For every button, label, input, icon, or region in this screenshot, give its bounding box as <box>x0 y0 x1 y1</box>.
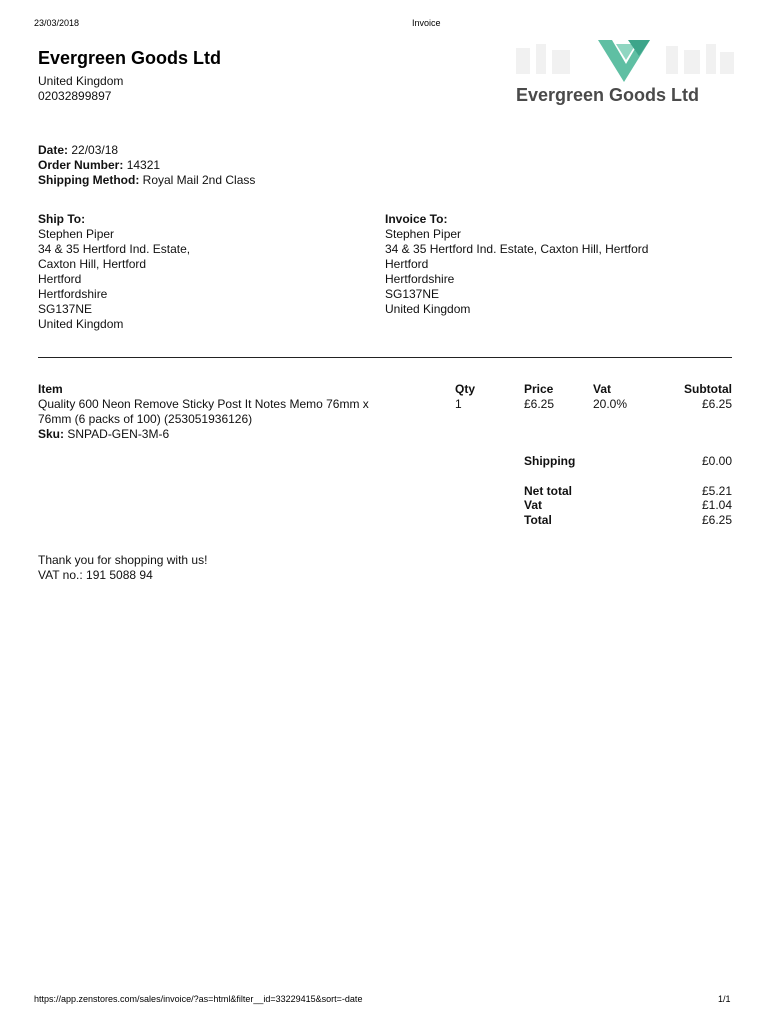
ship-to-block <box>38 212 358 332</box>
vat-number: VAT no.: 191 5088 94 <box>38 568 153 582</box>
print-page-number: 1/1 <box>718 994 731 1004</box>
ship-to-line: Stephen Piper <box>38 227 115 241</box>
col-header-qty: Qty <box>455 382 476 396</box>
section-divider <box>38 357 732 358</box>
company-name: Evergreen Goods Ltd <box>38 48 222 68</box>
shipping-method-label: Shipping Method: <box>38 173 140 187</box>
invoice-to-label: Invoice To: <box>385 212 448 226</box>
invoice-to-line: Hertfordshire <box>385 272 455 286</box>
order-date-label: Date: <box>38 143 69 157</box>
net-total-value: £5.21 <box>701 484 732 498</box>
print-url[interactable]: https://app.zenstores.com/sales/invoice/?as=html&filter__id=33229415&sort=-date <box>34 994 363 1004</box>
item-subtotal: £6.25 <box>701 397 732 411</box>
ship-to-line: Hertford <box>38 272 82 286</box>
order-number-value: 14321 <box>126 158 161 172</box>
item-sku-label: Sku: <box>38 427 65 441</box>
table-row <box>38 397 732 445</box>
net-total-label: Net total <box>524 484 572 498</box>
item-vat: 20.0% <box>593 397 628 411</box>
item-description-line: 76mm (6 packs of 100) (253051936126) <box>38 412 253 426</box>
order-number <box>38 158 160 173</box>
col-header-item: Item <box>38 382 63 396</box>
shipping-label: Shipping <box>524 454 576 468</box>
invoice-to-line: 34 & 35 Hertford Ind. Estate, Caxton Hill, Hertford <box>385 242 649 256</box>
item-sku-value: SNPAD-GEN-3M-6 <box>67 427 170 441</box>
invoice-to-line: Stephen Piper <box>385 227 462 241</box>
print-title: Invoice <box>412 18 441 28</box>
order-number-label: Order Number: <box>38 158 124 172</box>
item-sku <box>38 427 169 442</box>
thank-you-note: Thank you for shopping with us! <box>38 553 208 567</box>
vat-total-label: Vat <box>524 498 543 512</box>
item-price: £6.25 <box>524 397 555 411</box>
logo-text: Evergreen Goods Ltd <box>516 85 700 105</box>
invoice-to-line: SG137NE <box>385 287 440 301</box>
vat-total-value: £1.04 <box>701 498 732 512</box>
ship-to-line: 34 & 35 Hertford Ind. Estate, <box>38 242 191 256</box>
col-header-subtotal: Subtotal <box>684 382 732 396</box>
shipping-method-value: Royal Mail 2nd Class <box>142 173 256 187</box>
item-description-line: Quality 600 Neon Remove Sticky Post It Notes Memo 76mm x <box>38 397 369 411</box>
company-logo <box>516 38 756 118</box>
col-header-vat: Vat <box>593 382 612 396</box>
company-country: United Kingdom <box>38 74 124 88</box>
ship-to-line: SG137NE <box>38 302 93 316</box>
shipping-value: £0.00 <box>701 454 732 468</box>
ship-to-line: United Kingdom <box>38 317 124 331</box>
ship-to-line: Hertfordshire <box>38 287 108 301</box>
order-date-value: 22/03/18 <box>71 143 119 157</box>
invoice-to-line: Hertford <box>385 257 429 271</box>
shipping-method <box>38 173 255 188</box>
invoice-to-block <box>385 212 730 317</box>
chevron-v-logo-icon <box>516 38 756 88</box>
invoice-to-line: United Kingdom <box>385 302 471 316</box>
order-date <box>38 143 118 158</box>
grand-total-value: £6.25 <box>701 513 732 527</box>
company-phone: 02032899897 <box>38 89 112 103</box>
item-qty: 1 <box>455 397 462 411</box>
ship-to-label: Ship To: <box>38 212 86 226</box>
ship-to-line: Caxton Hill, Hertford <box>38 257 147 271</box>
print-date: 23/03/2018 <box>34 18 80 28</box>
col-header-price: Price <box>524 382 554 396</box>
grand-total-label: Total <box>524 513 552 527</box>
